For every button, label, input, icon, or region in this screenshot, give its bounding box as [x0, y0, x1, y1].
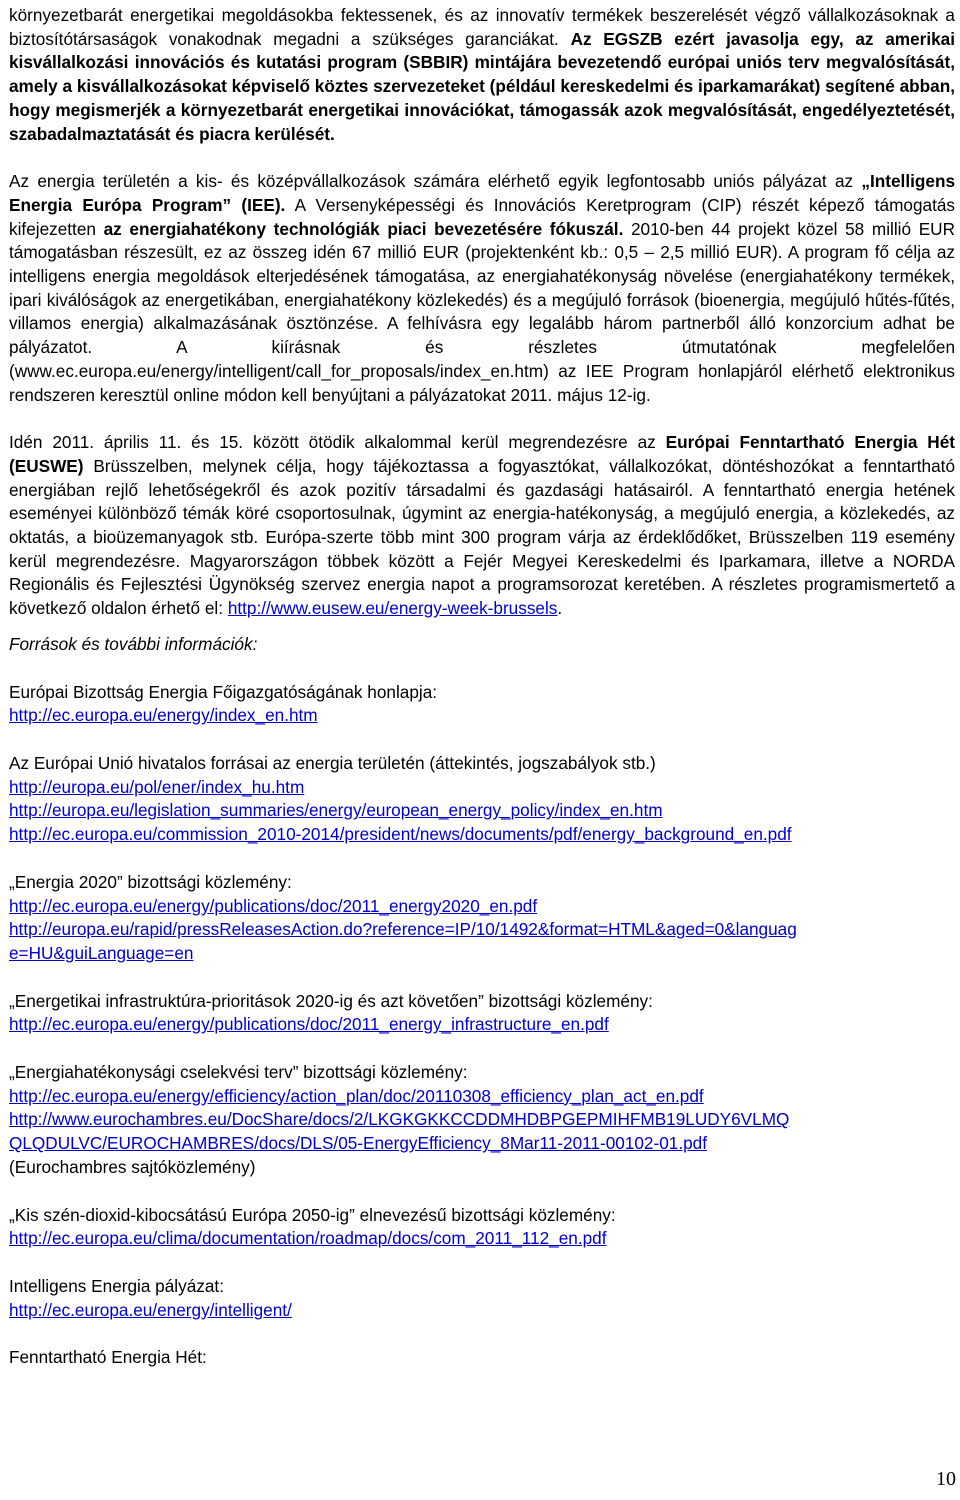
paragraph-text: A Versenyképességi és Innovációs Keretprogram (CIP) részét képező támogatás kifejezetten: [9, 194, 955, 239]
source-heading: Fenntartható Energia Hét:: [9, 1347, 207, 1368]
paragraph-bold-text: Az EGSZB ezért javasolja egy, az amerikai kisvállalkozási innovációs és kutatási program (SBBIR) mintájára bevezetendő európai uniós terv megvalósítását, amely a kisvállalkozásokat képviselő köztes szervezeteket (például kereskedelmi és iparkamarákat) segítené abban, hogy megismerjék a környezetbarát energetikai innovációkat, támogassák azok megvalósítását, engedélyeztetését, szabadalmaztatását és piacra kerülését.: [9, 28, 955, 144]
source-link[interactable]: http://ec.europa.eu/energy/efficiency/action_plan/doc/20110308_efficiency_plan_act_en.pdf: [9, 1085, 704, 1106]
source-block: [9, 752, 955, 847]
source-link[interactable]: http://ec.europa.eu/clima/documentation/roadmap/docs/com_2011_112_en.pdf: [9, 1228, 607, 1249]
source-block: [9, 871, 955, 966]
source-link[interactable]: e=HU&guiLanguage=en: [9, 942, 194, 963]
sources-title: Források és további információk:: [9, 633, 258, 654]
source-link[interactable]: http://ec.europa.eu/energy/intelligent/: [9, 1299, 292, 1320]
source-block: [9, 1275, 955, 1322]
source-link[interactable]: http://ec.europa.eu/energy/publications/doc/2011_energy_infrastructure_en.pdf: [9, 1014, 609, 1035]
source-heading: „Energetikai infrastruktúra-prioritások 2020-ig és azt követően” bizottsági közlemény:: [9, 990, 653, 1011]
source-link[interactable]: http://europa.eu/pol/ener/index_hu.htm: [9, 776, 305, 797]
source-heading: Az Európai Unió hivatalos forrásai az energia területén (áttekintés, jogszabályok stb.): [9, 752, 656, 773]
source-block: [9, 1346, 955, 1370]
eusew-link[interactable]: http://www.eusew.eu/energy-week-brussels: [227, 598, 558, 619]
source-heading: „Energia 2020” bizottsági közlemény:: [9, 871, 292, 892]
document-page: [9, 4, 955, 1370]
source-heading: Európai Bizottság Energia Főigazgatóságának honlapja:: [9, 681, 438, 702]
source-block: [9, 1061, 955, 1180]
paragraph-egszb: [9, 4, 955, 146]
paragraph-bold-text: „Intelligens Energia Európa Program” (IEE).: [9, 171, 955, 215]
source-heading: Intelligens Energia pályázat:: [9, 1275, 224, 1296]
paragraph-iee: [9, 170, 955, 407]
source-link[interactable]: http://ec.europa.eu/energy/index_en.htm: [9, 705, 318, 726]
source-link[interactable]: QLQDULVC/EUROCHAMBRES/docs/DLS/05-EnergyEfficiency_8Mar11-2011-00102-01.pdf: [9, 1133, 707, 1154]
source-heading: „Energiahatékonysági cselekvési terv” bizottsági közlemény:: [9, 1062, 468, 1083]
paragraph-eusew: [9, 431, 955, 621]
paragraph-text: Az energia területén a kis- és középvállalkozások számára elérhető egyik legfontosabb uniós pályázat az: [9, 171, 862, 192]
source-heading: „Kis szén-dioxid-kibocsátású Európa 2050-ig” elnevezésű bizottsági közlemény:: [9, 1204, 616, 1225]
paragraph-text: környezetbarát energetikai megoldásokba fektessenek, és az innovatív termékek beszerelését végző vállalkozásoknak a biztosítótársaságok vonakodnak megadni a szükséges garanciákat.: [9, 5, 955, 49]
paragraph-bold-text: az energiahatékony technológiák piaci bevezetésére fókuszál.: [103, 218, 624, 239]
paragraph-text: Idén 2011. április 11. és 15. között ötödik alkalommal kerül megrendezésre az: [9, 432, 666, 453]
paragraph-text: 2010-ben 44 projekt közel 58 millió EUR támogatásban részesült, ez az összeg idén 67 millió EUR (projektenként kb.: 0,5 – 2,5 millió EUR). A program fő célja az intelligens energia megoldások elterjedésének támogatása, az energiahatékonyság növelése (energiahatékony termékek, ipari kiválóságok az energetikában, energiahatékony közlekedés) és a megújuló források (bioenergia, megújuló hűtés-fűtés, villamos energia) alkalmazásának ösztönzése. A felhívásra egy legalább három partnerből álló konzorcium adhat be pályázatot. A kiírásnak és részletes útmutatónak megfelelően (www.ec.europa.eu/energy/intelligent/call_for_proposals/index_en.htm) az IEE Program honlapjáról elérhető elektronikus rendszeren keresztül online módon kell benyújtani a pályázatokat 2011. május 12-ig.: [9, 218, 955, 405]
sources-list: [9, 657, 955, 1370]
source-block: [9, 1204, 955, 1251]
page-number: 10: [936, 1468, 956, 1490]
source-note: (Eurochambres sajtóközlemény): [9, 1156, 256, 1177]
source-link[interactable]: http://europa.eu/legislation_summaries/energy/european_energy_policy/index_en.htm: [9, 800, 663, 821]
source-link[interactable]: http://ec.europa.eu/commission_2010-2014/president/news/documents/pdf/energy_background_en.pdf: [9, 824, 792, 845]
paragraph-bold-text: Európai Fenntartható Energia Hét (EUSWE): [9, 432, 955, 476]
source-link[interactable]: http://ec.europa.eu/energy/publications/doc/2011_energy2020_en.pdf: [9, 895, 538, 916]
source-link[interactable]: http://europa.eu/rapid/pressReleasesAction.do?reference=IP/10/1492&format=HTML&aged=0&languag: [9, 919, 797, 940]
source-block: [9, 990, 955, 1037]
source-link[interactable]: http://www.eurochambres.eu/DocShare/docs/2/LKGKGKKCCDDMHDBPGEPMIHFMB19LUDY6VLMQ: [9, 1109, 790, 1130]
paragraph-text: .: [557, 598, 563, 619]
source-block: [9, 681, 955, 728]
paragraph-text: Brüsszelben, melynek célja, hogy tájékoztassa a fogyasztókat, vállalkozókat, döntéshozókat a fenntartható energiában rejlő lehetőségekről és azok pozitív társadalmi és gazdasági hatásairól. A fenntartható energia hetének eseményei különböző témák köré csoportosulnak, úgymint az energia-hatékonyság, a megújuló energia, a közlekedés, az oktatás, a bioüzemanyagok stb. Európa-szerte több mint 300 program várja az érdeklődőket, Brüsszelben 119 esemény kerül megrendezésre. Magyarországon többek között a Fejér Megyei Kereskedelmi és Iparkamara, illetve a NORDA Regionális és Fejlesztési Ügynökség szervez energia napot a programsorozat keretében. A részletes programismertető a következő oldalon érhető el:: [9, 455, 955, 619]
